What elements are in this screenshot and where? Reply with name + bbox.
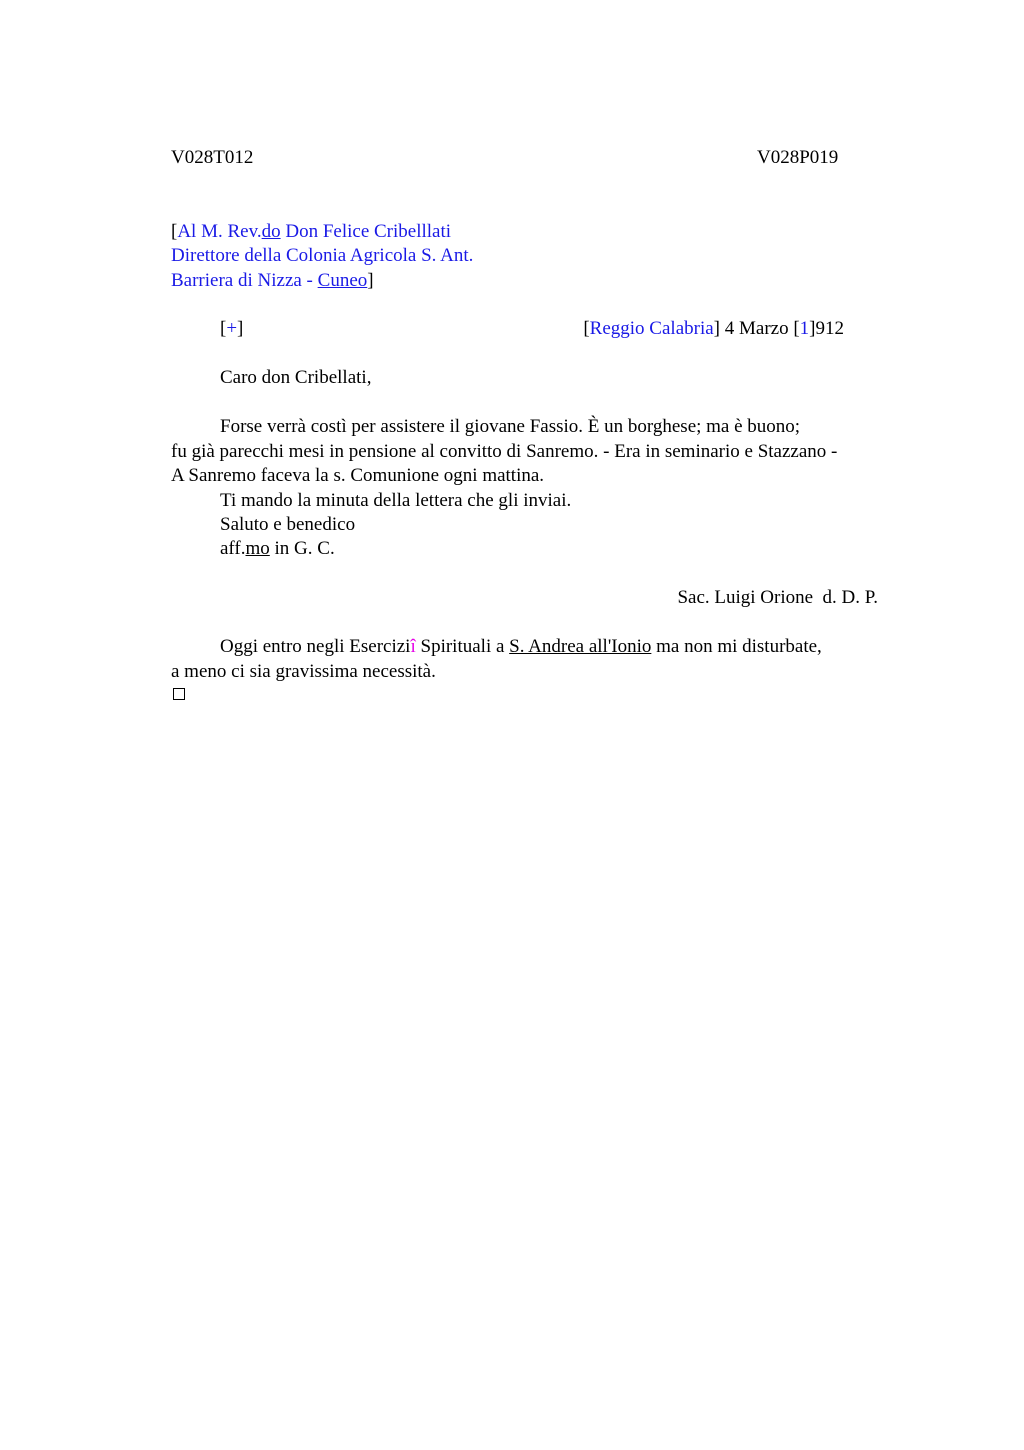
place-open-bracket: [ — [583, 318, 590, 339]
closing-superscript: mo — [245, 538, 270, 559]
dateline-year-digit: 1 — [799, 318, 810, 339]
cross-icon: + — [226, 318, 238, 339]
address-line-1 — [171, 220, 451, 244]
address-recipient-name: Don Felice Cribelllati — [280, 221, 452, 242]
postscript-text-c: ma non mi disturbate, — [651, 636, 822, 657]
address-line-3 — [171, 269, 374, 293]
body-paragraph-1-line-3: A Sanremo faceva la s. Comunione ogni mattina. — [171, 465, 545, 486]
address-city: Cuneo — [317, 270, 368, 291]
dateline-date-part-1: ] 4 Marzo [ — [713, 318, 800, 339]
postscript-place: S. Andrea all'Ionio — [509, 636, 652, 657]
dateline-date-part-2: ]912 — [809, 318, 844, 339]
closing-aff: aff. — [220, 538, 246, 559]
salutation: Caro don Cribellati, — [220, 367, 372, 388]
closing-in-gc: in G. C. — [269, 538, 335, 559]
dateline — [583, 317, 844, 341]
postscript-text-a: Oggi entro negli Esercizi — [220, 636, 411, 657]
body-paragraph-1-line-2: fu già parecchi mesi in pensione al convitto di Sanremo. - Era in seminario e Stazzano - — [171, 441, 838, 462]
postscript-line-2: a meno ci sia gravissima necessità. — [171, 661, 436, 682]
address-line-2: Direttore della Colonia Agricola S. Ant. — [171, 245, 474, 266]
end-mark-box-icon — [173, 688, 185, 700]
cross-close-bracket: ] — [237, 318, 244, 339]
dateline-place: Reggio Calabria — [589, 318, 714, 339]
postscript-line-1 — [220, 635, 822, 659]
postscript-text-b: Spirituali a — [415, 636, 510, 657]
address-place: Barriera di Nizza - — [171, 270, 318, 291]
address-close-bracket: ] — [367, 270, 374, 291]
header-right-code: V028P019 — [757, 147, 839, 168]
header-left-code: V028T012 — [171, 147, 254, 168]
body-paragraph-2: Ti mando la minuta della lettera che gli inviai. — [220, 490, 572, 511]
address-open-bracket: [ — [171, 221, 178, 242]
postscript-editorial-mark: î — [410, 636, 416, 657]
cross-open-bracket: [ — [220, 318, 227, 339]
address-recipient-suffix: do — [261, 221, 281, 242]
cross-mark — [220, 317, 243, 341]
closing-line — [220, 537, 335, 561]
body-paragraph-3: Saluto e benedico — [220, 514, 356, 535]
address-recipient-title: Al M. Rev. — [177, 221, 262, 242]
signature: Sac. Luigi Orione d. D. P. — [677, 587, 878, 608]
body-paragraph-1-line-1: Forse verrà costì per assistere il giovane Fassio. È un borghese; ma è buono; — [220, 416, 801, 437]
